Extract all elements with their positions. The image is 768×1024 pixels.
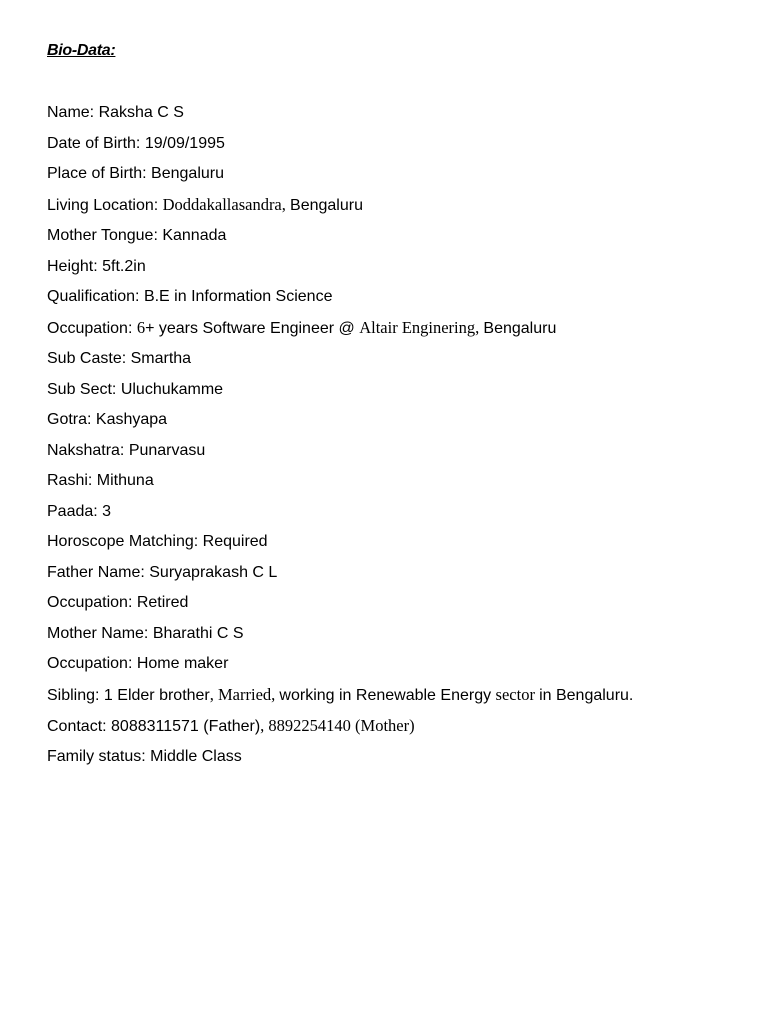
field-nakshatra-text: Nakshatra: Punarvasu	[47, 441, 206, 459]
field-occupation-text: + years Software Engineer @	[145, 319, 360, 337]
field-mother-occupation-text: Occupation: Home maker	[47, 655, 229, 672]
field-occupation-text: Altair Enginering,	[359, 317, 484, 337]
field-nakshatra	[47, 441, 667, 461]
field-sub-sect-text: Sub Sect: Uluchukamme	[47, 380, 224, 398]
field-place-of-birth	[47, 164, 667, 184]
field-occupation-text: 6	[136, 317, 146, 337]
field-sub-caste-text: Sub Caste: Smartha	[47, 350, 192, 367]
field-qualification-text: Qualification: B.E in Information Science	[47, 288, 333, 305]
bio-data-fields	[47, 103, 667, 778]
field-sub-caste	[47, 349, 667, 369]
field-living-location-text: Bengaluru	[290, 196, 363, 214]
field-mother-name	[47, 624, 667, 644]
field-sibling	[47, 685, 667, 706]
field-sub-sect	[47, 380, 667, 400]
field-mother-tongue	[47, 226, 667, 246]
field-occupation-text: Occupation:	[47, 319, 137, 337]
field-mother-tongue-text: Mother Tongue: Kannada	[47, 227, 227, 244]
field-occupation-text: Bengaluru	[483, 319, 557, 337]
field-sibling-text: , Married,	[209, 684, 280, 704]
field-height	[47, 257, 667, 277]
field-father-occupation-text: Occupation: Retired	[47, 594, 189, 611]
field-sibling-text: sector	[495, 684, 540, 704]
field-living-location-text: Living Location:	[47, 196, 163, 214]
field-horoscope-matching-text: Horoscope Matching: Required	[47, 533, 268, 550]
field-occupation	[47, 318, 667, 339]
field-father-name-text: Father Name: Suryaprakash C L	[47, 563, 278, 581]
field-rashi-text: Rashi: Mithuna	[47, 472, 154, 489]
field-dob-text: Date of Birth: 19/09/1995	[47, 134, 225, 152]
field-name	[47, 103, 667, 123]
field-living-location	[47, 195, 667, 216]
field-family-status	[47, 747, 667, 767]
field-contact-text: Contact: 8088311571 (Father)	[47, 717, 261, 735]
field-contact-text: , 8892254140 (Mother)	[260, 715, 415, 735]
field-dob	[47, 134, 667, 154]
field-father-occupation	[47, 593, 667, 613]
field-family-status-text: Family status: Middle Class	[47, 748, 242, 765]
field-gotra-text: Gotra: Kashyapa	[47, 411, 168, 428]
field-rashi	[47, 471, 667, 491]
document-title: Bio-Data:	[47, 42, 116, 59]
field-sibling-text: Sibling: 1 Elder brother	[47, 686, 210, 704]
field-name-text: Name: Raksha C S	[47, 104, 184, 121]
field-qualification	[47, 287, 667, 307]
field-mother-name-text: Mother Name: Bharathi C S	[47, 624, 244, 642]
field-height-text: Height: 5ft.2in	[47, 257, 146, 275]
field-place-of-birth-text: Place of Birth: Bengaluru	[47, 165, 224, 182]
field-gotra	[47, 410, 667, 430]
field-paada-text: Paada: 3	[47, 502, 112, 520]
field-paada	[47, 502, 667, 522]
field-horoscope-matching	[47, 532, 667, 552]
field-sibling-text: in Bengaluru.	[539, 686, 634, 704]
field-sibling-text: working in Renewable Energy	[279, 686, 496, 704]
field-contact	[47, 716, 667, 737]
field-living-location-text: Doddakallasandra,	[162, 194, 291, 214]
field-father-name	[47, 563, 667, 583]
field-mother-occupation	[47, 654, 667, 674]
